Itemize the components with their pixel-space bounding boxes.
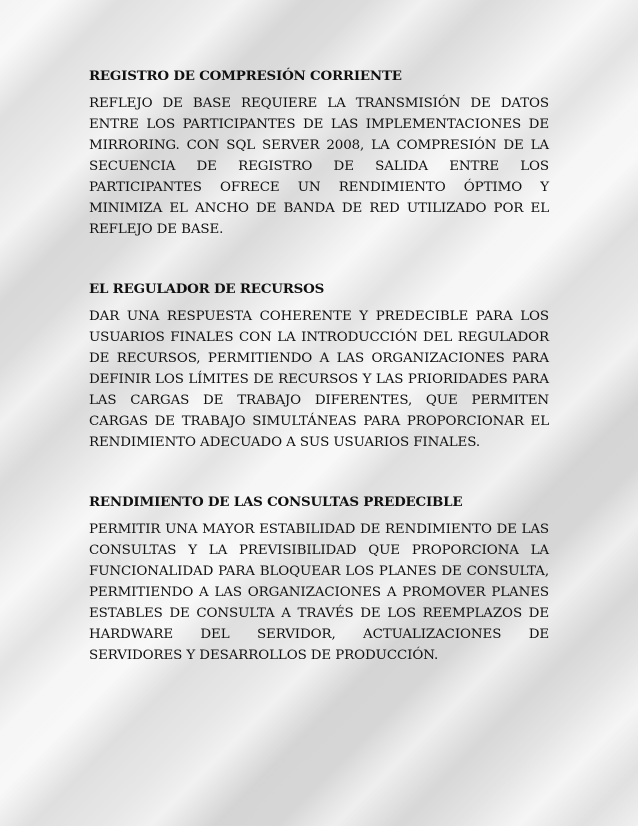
section-heading: REGISTRO DE COMPRESIÓN CORRIENTE	[89, 68, 402, 84]
section-log-compression	[89, 66, 549, 240]
section-heading: EL REGULADOR DE RECURSOS	[89, 281, 325, 297]
section-body: PERMITIR UNA MAYOR ESTABILIDAD DE RENDIMIENTO DE LAS CONSULTAS Y LA PREVISIBILIDAD QUE PROPORCIONA LA FUNCIONALIDAD PARA BLOQUEAR LOS PLANES DE CONSULTA, PERMITIENDO A LAS ORGANIZACIONES A PROMOVER PLANES ESTABLES DE CONSULTA A TRAVÉS DE LOS REEMPLAZOS DE HARDWARE DEL SERVIDOR, ACTUALIZACIONES DE SERVIDORES Y DESARROLLOS DE PRODUCCIÓN.	[89, 522, 549, 663]
section-resource-governor	[89, 279, 549, 453]
document-page	[89, 66, 549, 705]
section-body: REFLEJO DE BASE REQUIERE LA TRANSMISIÓN DE DATOS ENTRE LOS PARTICIPANTES DE LAS IMPLEMENTACIONES DE MIRRORING. CON SQL SERVER 2008, LA COMPRESIÓN DE LA SECUENCIA DE REGISTRO DE SALIDA ENTRE LOS PARTICIPANTES OFRECE UN RENDIMIENTO ÓPTIMO Y MINIMIZA EL ANCHO DE BANDA DE RED UTILIZADO POR EL REFLEJO DE BASE.	[89, 96, 549, 237]
section-body: DAR UNA RESPUESTA COHERENTE Y PREDECIBLE PARA LOS USUARIOS FINALES CON LA INTRODUCCIÓN DEL REGULADOR DE RECURSOS, PERMITIENDO A LAS ORGANIZACIONES PARA DEFINIR LOS LÍMITES DE RECURSOS Y LAS PRIORIDADES PARA LAS CARGAS DE TRABAJO DIFERENTES, QUE PERMITEN CARGAS DE TRABAJO SIMULTÁNEAS PARA PROPORCIONAR EL RENDIMIENTO ADECUADO A SUS USUARIOS FINALES.	[89, 309, 549, 450]
section-heading: RENDIMIENTO DE LAS CONSULTAS PREDECIBLE	[89, 494, 463, 510]
section-predictable-query-performance	[89, 492, 549, 666]
